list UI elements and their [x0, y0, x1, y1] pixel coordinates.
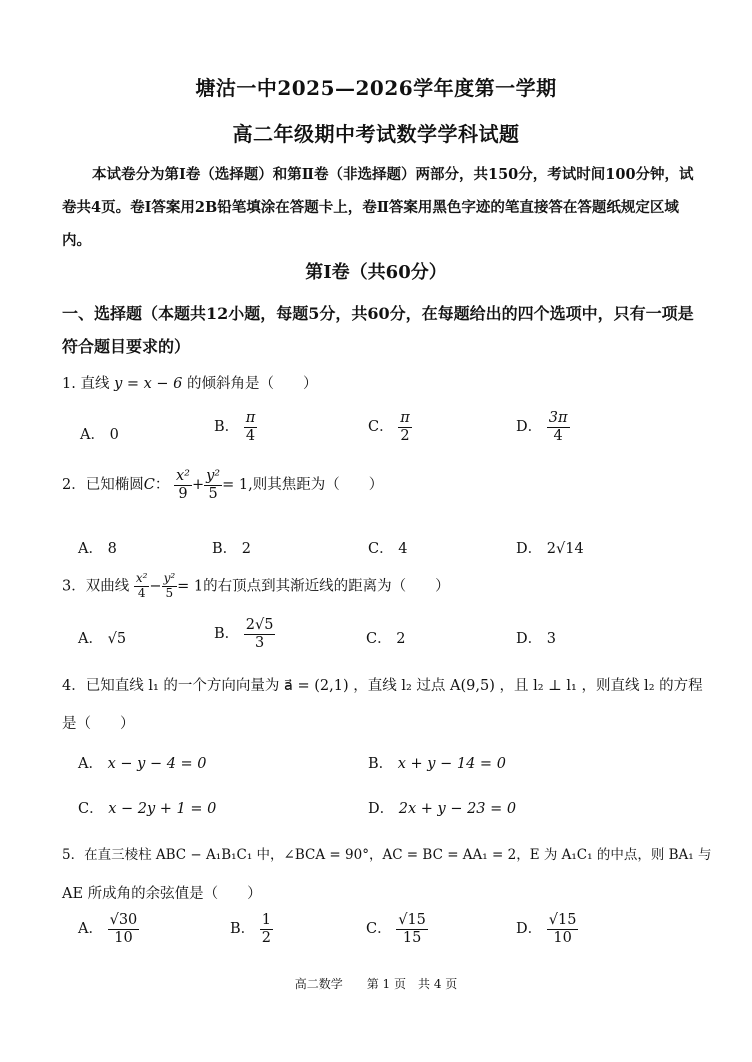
question-5-cont: AE 所成角的余弦值是（ ） [62, 886, 262, 902]
option-a: A． 8 [78, 541, 117, 557]
section-instructions: 一、选择题（本题共12小题，每题5分，共60分，在每题给出的四个选项中，只有一项是符合题目要求的） [62, 304, 694, 356]
option-b: B． $\frac{1}{2}$ [230, 912, 271, 946]
exam-intro: 本试卷分为第Ⅰ卷（选择题）和第Ⅱ卷（非选择题）两部分，共150分，考试时间100分钟，试卷共4页。卷Ⅰ答案用2B铅笔填涂在答题卡上，卷Ⅱ答案用黑色字迹的笔直接答在答题纸规定区域内。 [62, 166, 694, 249]
option-c: C． 4 [368, 541, 408, 557]
section-title: 第Ⅰ卷（共60分） [305, 262, 447, 283]
page-title: 塘沽一中2025—2026学年度第一学期 [195, 76, 557, 100]
option-b: B． $\frac{2√5}{3}$ [214, 617, 274, 651]
option-b: B． 2 [212, 541, 251, 557]
question-3: 3．双曲线 $\frac{\text{x²}}{4}$ − $\frac{\text{y²}}{5}$ = 1的右顶点到其渐近线的距离为（ ） [62, 571, 450, 600]
option-c: C． 2 [366, 631, 406, 647]
option-a: A． x − y − 4 = 0 [78, 756, 207, 772]
option-d: D． $\frac{3\pi}{4}$ [516, 410, 568, 444]
option-a: A． $\frac{√30}{10}$ [78, 912, 138, 946]
question-stem: 直线 [80, 376, 110, 392]
question-4-cont: 是（ ） [62, 716, 135, 732]
option-b: B． $\frac{\pi}{4}$ [214, 410, 256, 444]
question-number: 1. [62, 376, 76, 392]
option-b: B． x + y − 14 = 0 [368, 756, 506, 772]
page-footer: 高二数学 第 1 页 共 4 页 [294, 977, 458, 991]
option-c: C． $\frac{√15}{15}$ [366, 912, 426, 946]
option-d: D． 2√14 [516, 541, 584, 557]
math-expression: y = x − 6 [114, 376, 183, 392]
option-c: C． $\frac{\pi}{2}$ [368, 410, 410, 444]
option-d: D． 2x + y − 23 = 0 [368, 801, 517, 817]
question-1 [62, 372, 318, 393]
question-stem-end: 的倾斜角是（ ） [187, 376, 318, 392]
question-4: 4．已知直线 l₁ 的一个方向向量为 a⃗ = (2,1) ，直线 l₂ 过点 A(9,5) ，且 l₂ ⊥ l₁ ，则直线 l₂ 的方程 [62, 678, 703, 694]
option-d: D． 3 [516, 631, 556, 647]
option-a: A． 0 [80, 427, 119, 443]
option-d: D． $\frac{√15}{10}$ [516, 912, 577, 946]
option-a: A． √5 [78, 631, 127, 647]
question-5: 5．在直三棱柱 ABC − A₁B₁C₁ 中，∠BCA = 90°，AC = BC = AA₁ = 2，E 为 A₁C₁ 的中点，则 BA₁ 与 [62, 847, 712, 863]
question-2: 2．已知椭圆C： $\frac{\text{x²}}{9}$ + $\frac{\text{y²}}{5}$ = 1,则其焦距为（ ） [62, 468, 384, 502]
option-c: C． x − 2y + 1 = 0 [78, 801, 217, 817]
page-subtitle: 高二年级期中考试数学学科试题 [232, 122, 520, 146]
